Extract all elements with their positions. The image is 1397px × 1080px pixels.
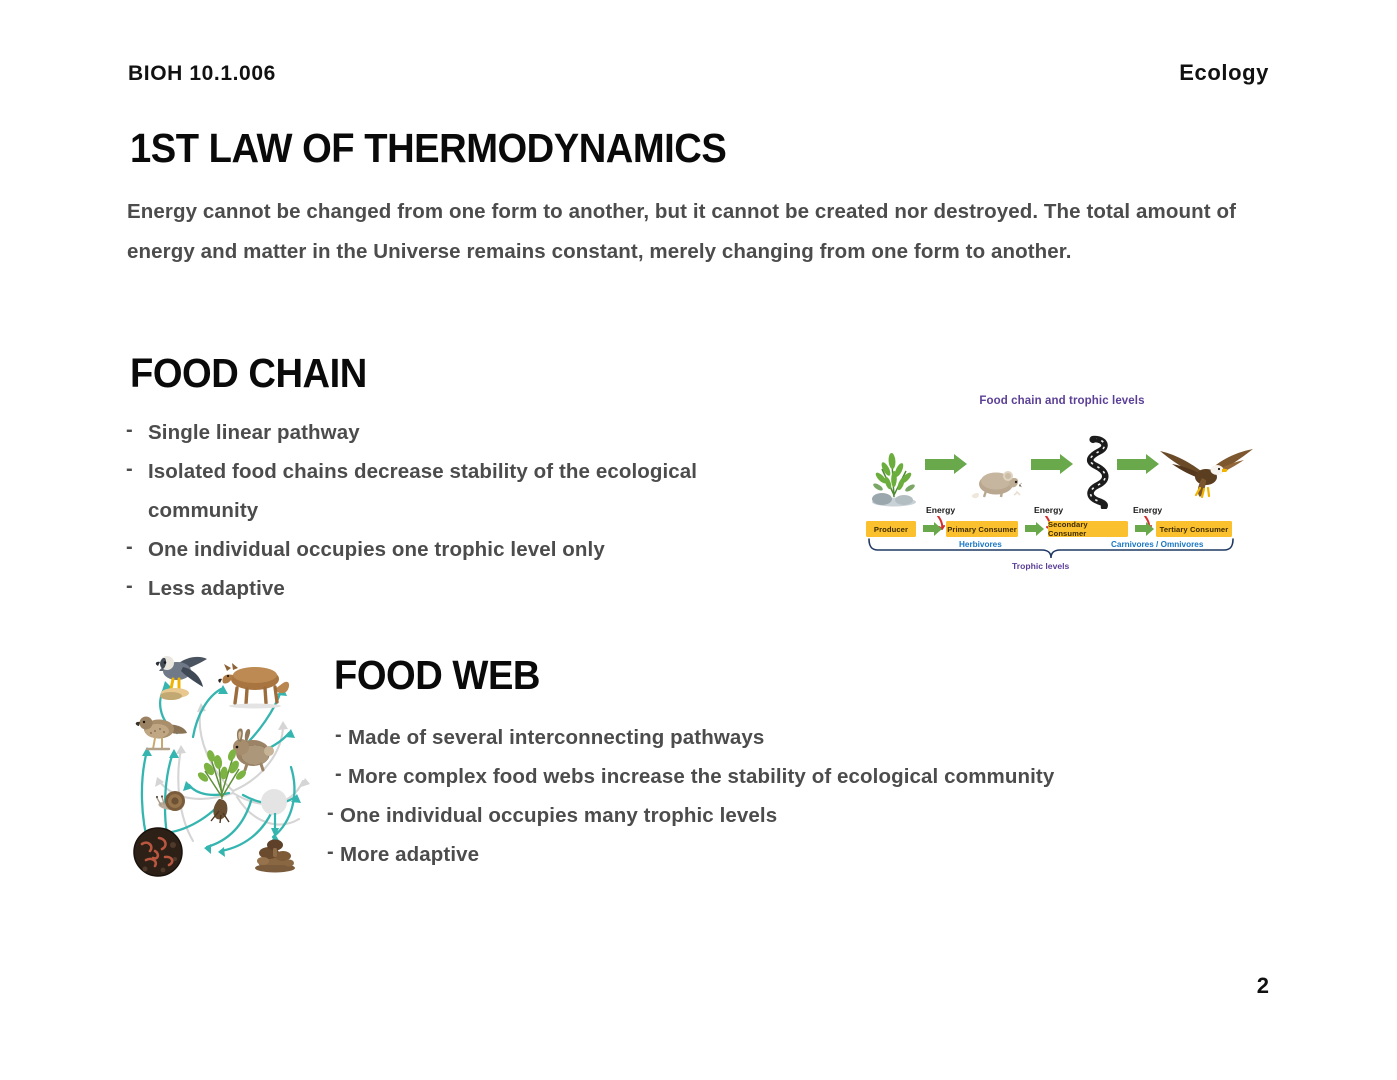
snail-icon — [153, 787, 195, 815]
green-small-arrow-icon — [923, 525, 935, 532]
document-subject: Ecology — [1179, 60, 1269, 85]
eagle-icon — [1154, 445, 1259, 505]
energy-label: Energy — [1034, 505, 1064, 515]
sub-label-herbivores: Herbivores — [959, 540, 1002, 549]
bullet-dash-icon: - — [327, 841, 334, 863]
document-code: BIOH 10.1.006 — [128, 62, 276, 85]
thermodynamics-paragraph: Energy cannot be changed from one form to another, but it cannot be created nor destroyed. The total amount of energy and matter in the Universe remains constant, merely changing from one form to another. — [127, 200, 1236, 263]
heading-food-web: FOOD WEB — [334, 652, 540, 698]
green-transfer-arrow-icon — [1117, 459, 1147, 470]
mouse-icon — [970, 461, 1022, 501]
list-item — [327, 835, 1157, 874]
list-item-label: More complex food webs increase the stability of ecological community — [348, 765, 1055, 788]
trophic-levels-bracket-icon — [866, 537, 1236, 559]
decomposer-node-icon — [261, 789, 287, 815]
figure-title: Food chain and trophic levels — [979, 395, 1145, 407]
green-small-arrow-icon — [1025, 525, 1037, 532]
trophic-box-tertiary-consumer: Tertiary Consumer — [1156, 521, 1232, 537]
list-item — [327, 796, 1157, 835]
list-item — [126, 569, 806, 608]
food-web-bullet-list — [327, 718, 1157, 874]
bullet-dash-icon: - — [327, 802, 334, 824]
list-item — [335, 757, 1157, 796]
list-item-label: Made of several interconnecting pathways — [348, 726, 765, 749]
energy-label: Energy — [926, 505, 956, 515]
heading-food-chain: FOOD CHAIN — [130, 350, 367, 396]
plant-icon — [189, 745, 255, 823]
food-web-figure — [133, 641, 333, 876]
document-header — [128, 60, 1269, 86]
thrush-bird-icon — [133, 709, 189, 757]
green-small-arrow-icon — [1135, 525, 1147, 532]
fern-plant-icon — [868, 445, 920, 507]
list-item — [126, 530, 806, 569]
bullet-dash-icon: - — [126, 575, 133, 597]
green-transfer-arrow-icon — [925, 459, 955, 470]
list-item — [126, 413, 806, 452]
list-item — [126, 452, 806, 530]
trophic-box-primary-consumer: Primary Consumer — [946, 521, 1018, 537]
green-transfer-arrow-icon — [1031, 459, 1061, 470]
list-item-label: More adaptive — [340, 843, 480, 866]
bullet-dash-icon: - — [126, 458, 133, 480]
fox-icon — [217, 657, 291, 709]
bullet-dash-icon: - — [335, 724, 342, 746]
list-item-label: Less adaptive — [148, 577, 285, 600]
food-chain-bullet-list — [126, 413, 806, 608]
list-item-label: Single linear pathway — [148, 421, 360, 444]
heading-first-law-of-thermodynamics: 1ST LAW OF THERMODYNAMICS — [130, 125, 727, 171]
list-item-label: Isolated food chains decrease stability of the ecological community — [148, 460, 698, 522]
trophic-box-producer: Producer — [866, 521, 916, 537]
list-item-label: One individual occupies one trophic level only — [148, 538, 605, 561]
sub-label-carnivores-omnivores: Carnivores / Omnivores — [1111, 540, 1204, 549]
energy-label: Energy — [1133, 505, 1163, 515]
list-item-label: One individual occupies many trophic levels — [340, 804, 778, 827]
list-item — [335, 718, 1157, 757]
bullet-dash-icon: - — [335, 763, 342, 785]
page-number: 2 — [1256, 973, 1269, 998]
figure-organisms-row — [862, 435, 1262, 507]
snake-icon — [1072, 435, 1116, 509]
trophic-box-secondary-consumer: Secondary Consumer — [1048, 521, 1128, 537]
fungi-icon — [253, 837, 297, 873]
bullet-dash-icon: - — [126, 536, 133, 558]
trophic-levels-caption: Trophic levels — [1012, 561, 1070, 571]
falcon-icon — [149, 643, 209, 705]
bullet-dash-icon: - — [126, 419, 133, 441]
food-chain-trophic-levels-figure — [862, 395, 1262, 585]
decomposer-down-arrow-icon — [269, 813, 281, 839]
soil-worms-icon — [133, 827, 183, 877]
